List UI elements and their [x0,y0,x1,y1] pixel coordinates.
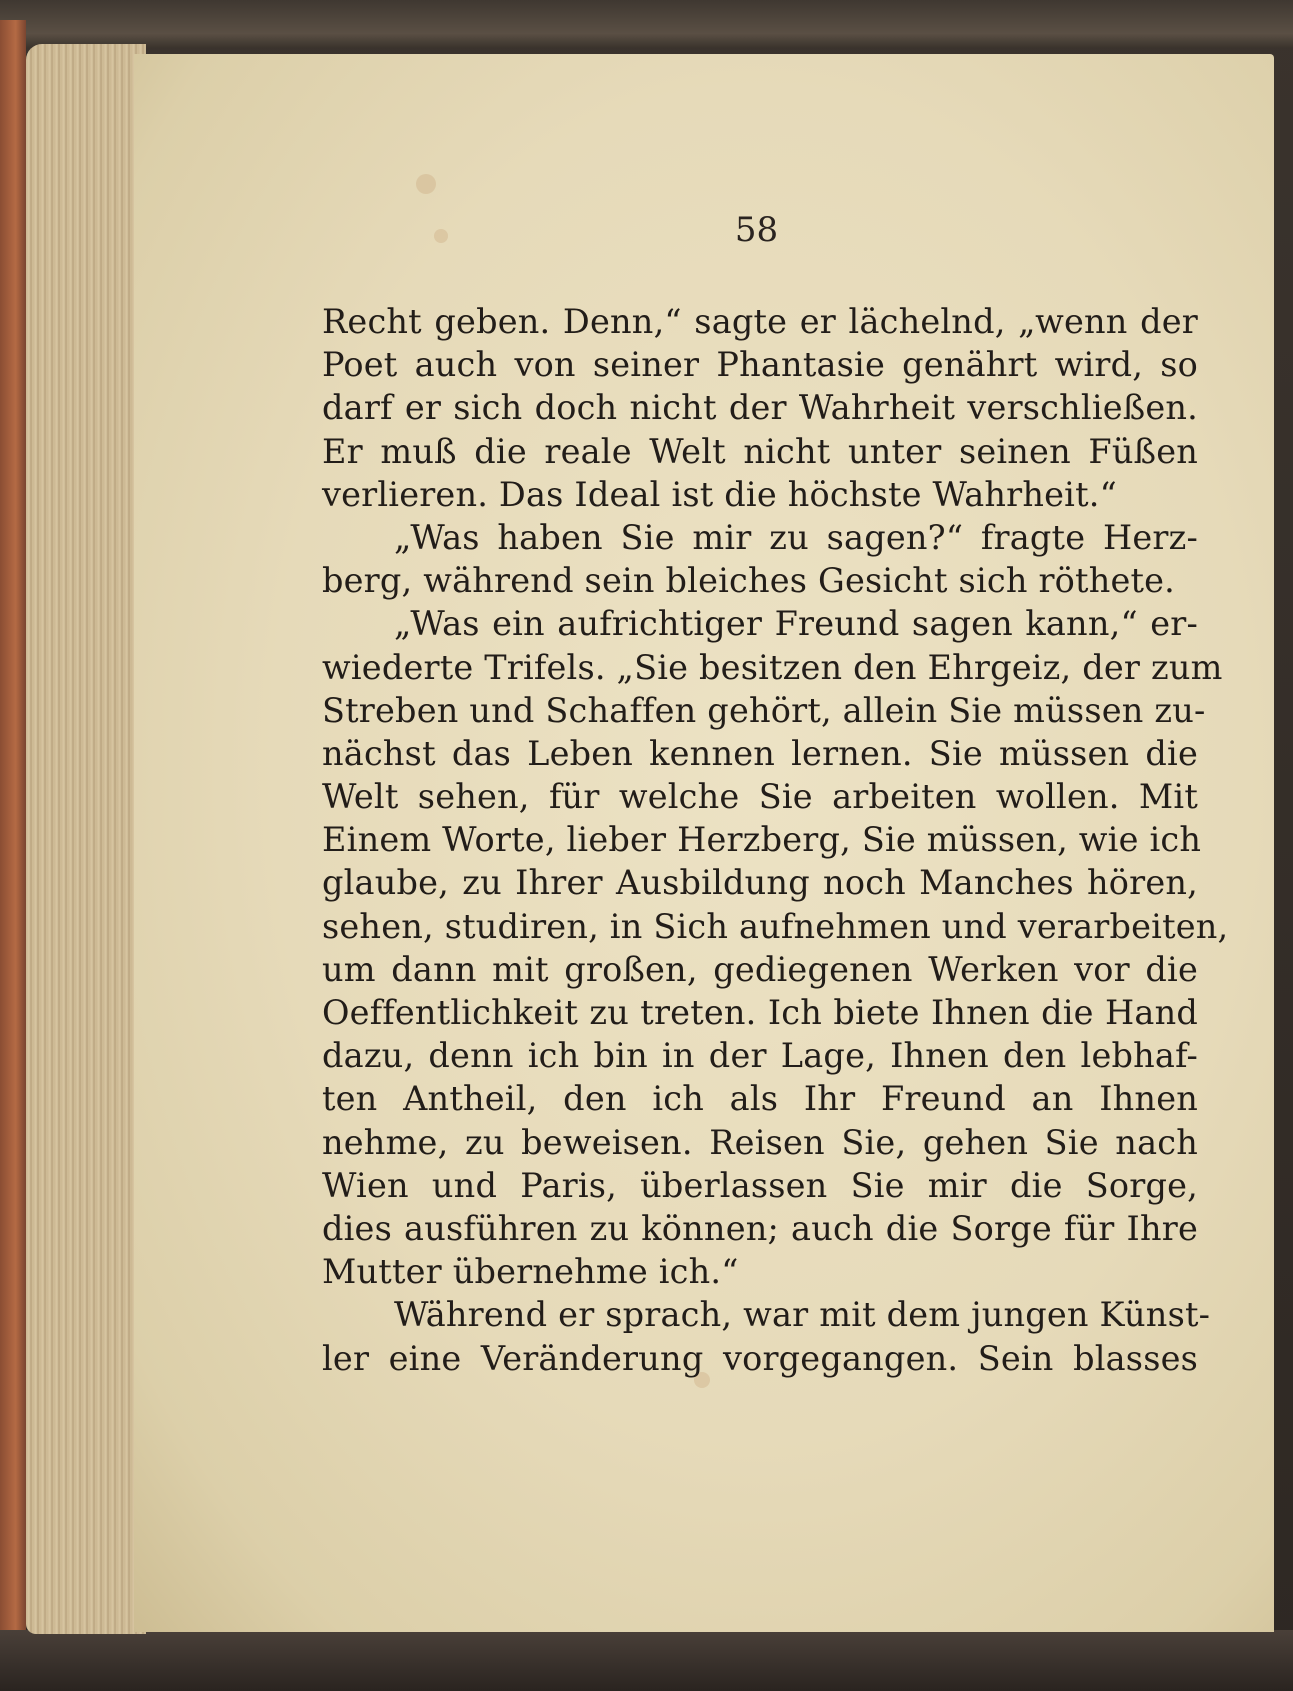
text-line: berg, während sein bleiches Gesicht sich röthete. [322,561,1176,601]
book-cover-spine [0,20,26,1660]
text-line: Während er sprach, war mit dem jungen Künst- [394,1295,1211,1335]
text-line: um dann mit großen, gediegenen Werken vor die [322,949,1198,989]
text-line: nächst das Leben kennen lernen. Sie müssen die [322,733,1198,773]
text-line: Er muß die reale Welt nicht unter seinen Füßen [322,431,1198,471]
text-line: Wien und Paris, überlassen Sie mir die Sorge, [322,1165,1198,1205]
text-line: verlieren. Das Ideal ist die höchste Wahrheit.“ [322,474,1117,514]
page-number: 58 [734,210,779,250]
text-line: sehen, studiren, in Sich aufnehmen und verarbeiten, [322,906,1229,946]
text-line: Recht geben. Denn,“ sagte er lächelnd, „wenn der [322,302,1198,341]
text-line: „Was haben Sie mir zu sagen?“ fragte Herz- [394,517,1198,557]
text-line: dazu, denn ich bin in der Lage, Ihnen den lebhaf- [322,1036,1198,1076]
foxing-stain [416,174,436,194]
text-line: glaube, zu Ihrer Ausbildung noch Manches hören, [322,863,1198,903]
body-text [322,300,1229,1380]
text-line: Welt sehen, für welche Sie arbeiten wollen. Mit [322,777,1198,817]
text-line: nehme, zu beweisen. Reisen Sie, gehen Sie nach [322,1122,1198,1162]
text-line: dies ausführen zu können; auch die Sorge für Ihre [322,1208,1198,1248]
book-cover-top [0,0,1293,48]
text-line: Streben und Schaffen gehört, allein Sie müssen zu- [322,690,1206,730]
text-line: darf er sich doch nicht der Wahrheit verschließen. [322,388,1198,428]
text-line: ten Antheil, den ich als Ihr Freund an Ihnen [322,1079,1198,1119]
text-line: Oeffentlichkeit zu treten. Ich biete Ihnen die Hand [322,993,1198,1032]
text-line: Poet auch von seiner Phantasie genährt wird, so [322,345,1198,385]
text-line: ler eine Veränderung vorgegangen. Sein blasses [322,1338,1198,1378]
text-line: Einem Worte, lieber Herzberg, Sie müssen, wie ich [322,820,1202,860]
text-line: „Was ein aufrichtiger Freund sagen kann,“ er- [394,604,1198,644]
text-line: wiederte Trifels. „Sie besitzen den Ehrgeiz, der zum [322,647,1223,687]
book-cover-bottom [0,1630,1293,1691]
page-edges [26,44,146,1634]
text-line: Mutter übernehme ich.“ [322,1252,739,1292]
